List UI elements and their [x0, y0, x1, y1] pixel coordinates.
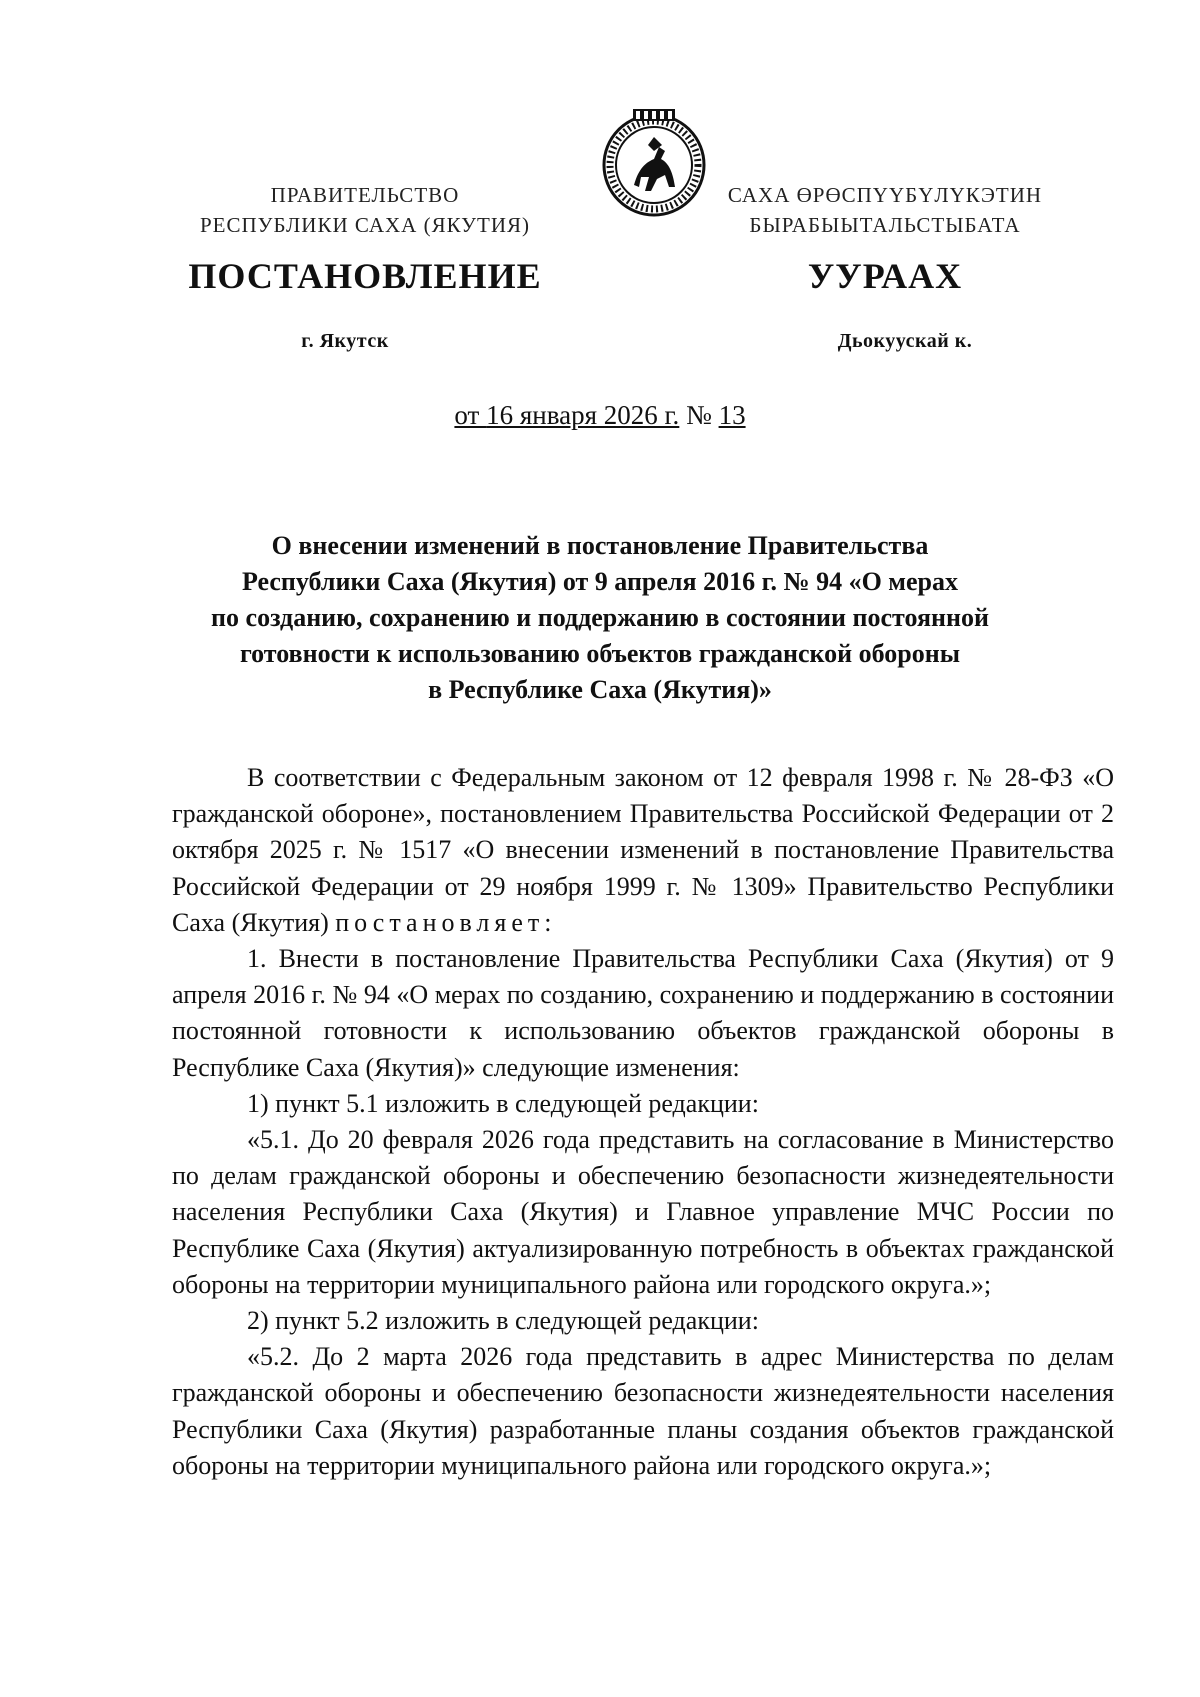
date-prefix: от: [454, 400, 487, 430]
document-title: [190, 528, 1010, 708]
header-left-city: г. Якутск: [301, 330, 389, 352]
emblem-icon: [599, 107, 709, 217]
title-line-3: по созданию, сохранению и поддержанию в состоянии постоянной: [211, 603, 989, 632]
document-body: [172, 760, 1114, 1484]
title-line-1: О внесении изменений в постановление Правительства: [271, 531, 929, 560]
document-number: 13: [718, 400, 746, 430]
paragraph-preamble: [172, 760, 1114, 941]
paragraph-subitem-2: 2) пункт 5.2 изложить в следующей редакции:: [247, 1306, 759, 1336]
document-date: 16 января 2026 г.: [486, 400, 680, 430]
header-right-doc-type: УУРААХ: [807, 256, 963, 296]
header-left-line1: ПРАВИТЕЛЬСТВО: [270, 183, 460, 207]
document-date-line: [0, 400, 1200, 431]
header-right-line2: БЫРАБЫЫТАЛЬСТЫБАТА: [749, 213, 1021, 237]
paragraph-quote-5-2: «5.2. До 2 марта 2026 года представить в адрес Министерства по делам гражданской обороны и обеспечению безопасности жизнедеятельности населения Республики Саха (Якутия) разработанные планы создания объектов гражданской обороны на территории муниципального района или городского округа.»;: [172, 1342, 1114, 1480]
title-line-2: Республики Саха (Якутия) от 9 апреля 2016 г. № 94 «О мерах: [241, 567, 959, 596]
header-right-city: Дьокуускай к.: [837, 330, 973, 352]
preamble-text: В соответствии с Федеральным законом от 12 февраля 1998 г. № 28-ФЗ «О гражданской обороне», постановлением Правительства Российской Федерации от 2 октября 2025 г. № 1517 «О внесении изменений в постановление Правительства Российской Федерации от 29 ноября 1999 г. № 1309» Правительство Республики Саха (Якутия): [172, 763, 1114, 937]
title-line-4: готовности к использованию объектов гражданской обороны: [239, 639, 961, 668]
header-left-line2: РЕСПУБЛИКИ САХА (ЯКУТИЯ): [199, 213, 531, 237]
paragraph-subitem-1: 1) пункт 5.1 изложить в следующей редакции:: [247, 1088, 759, 1118]
paragraph-item-1: 1. Внести в постановление Правительства Республики Саха (Якутия) от 9 апреля 2016 г. № 94 «О мерах по созданию, сохранению и поддержанию в состоянии постоянной готовности к использованию объектов гражданской обороны в Республике Саха (Якутия)» следующие изменения:: [172, 944, 1114, 1082]
number-sign: №: [679, 400, 719, 430]
resolves-word: постановляет:: [335, 907, 557, 937]
paragraph-quote-5-1: «5.1. До 20 февраля 2026 года представить на согласование в Министерство по делам гражданской обороны и обеспечению безопасности жизнедеятельности населения Республики Саха (Якутия) и Главное управление МЧС России по Республике Саха (Якутия) актуализированную потребность в объектах гражданской обороны на территории муниципального района или городского округа.»;: [172, 1125, 1114, 1299]
title-line-5: в Республике Саха (Якутия)»: [428, 675, 772, 704]
header-right-org: [705, 180, 1065, 240]
header-right-line1: САХА ӨРӨСПҮҮБҮЛҮКЭТИН: [727, 183, 1043, 207]
header-left-org: [170, 180, 560, 240]
header-left-doc-type: ПОСТАНОВЛЕНИЕ: [188, 256, 542, 296]
